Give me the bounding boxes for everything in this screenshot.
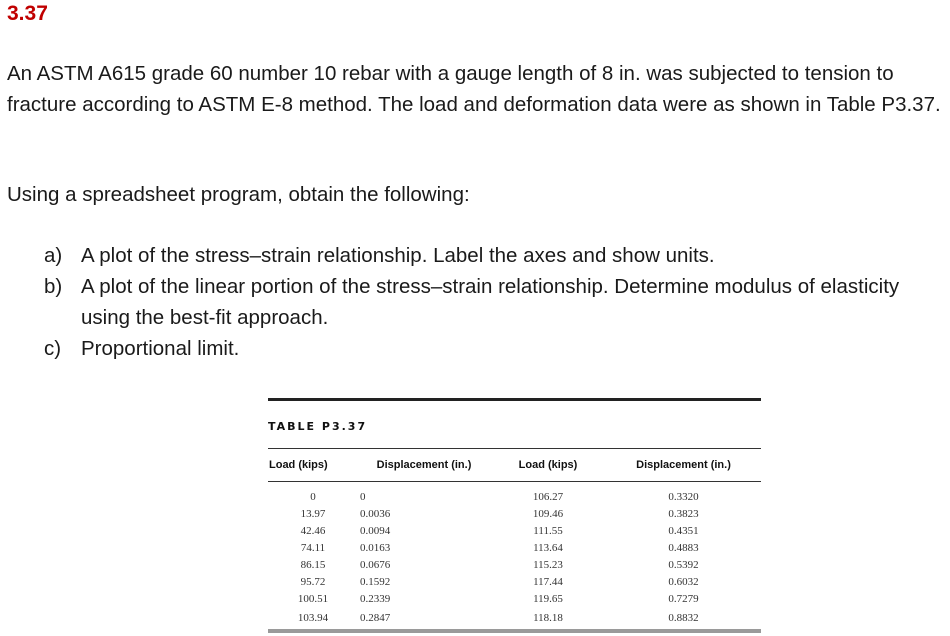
table-cell: 86.15 xyxy=(300,558,326,571)
table-row xyxy=(268,607,761,628)
table-cell: 0.4883 xyxy=(668,541,699,554)
table-cell: 0.3823 xyxy=(668,507,699,520)
table-row xyxy=(268,539,761,556)
table-cell: 0.6032 xyxy=(668,575,699,588)
table-row xyxy=(268,488,761,505)
table-cell: 106.27 xyxy=(532,490,564,503)
problem-number: 3.37 xyxy=(7,2,48,25)
table-row xyxy=(268,522,761,539)
table-row xyxy=(268,556,761,573)
table-cell: 0 xyxy=(360,490,366,503)
header-displacement-1: Displacement (in.) xyxy=(376,459,472,471)
table-cell: 119.65 xyxy=(533,592,563,605)
table-cell: 0.7279 xyxy=(668,592,699,605)
table-cell: 0.8832 xyxy=(668,611,699,624)
header-displacement-2: Displacement (in.) xyxy=(636,459,731,471)
table-cell: 74.11 xyxy=(300,541,326,554)
table-row xyxy=(268,505,761,522)
list-marker: b) xyxy=(44,275,63,298)
header-load-2: Load (kips) xyxy=(518,459,578,471)
table-cell: 117.44 xyxy=(533,575,563,588)
list-item-a xyxy=(44,240,944,271)
table-cell: 118.18 xyxy=(533,611,563,624)
table-body xyxy=(268,488,761,628)
table-cell: 0.0163 xyxy=(360,541,391,554)
data-table xyxy=(268,398,761,633)
table-cell: 0.4351 xyxy=(668,524,699,537)
list-item-text: Proportional limit. xyxy=(81,337,240,360)
header-load-1: Load (kips) xyxy=(269,459,328,471)
table-cell: 100.51 xyxy=(297,592,329,605)
list-item-text: A plot of the linear portion of the stress–strain relationship. Determine modulus of elasticity using the best-fit approach. xyxy=(81,275,900,329)
table-header xyxy=(268,449,761,481)
table-cell: 111.55 xyxy=(533,524,563,537)
table-bottom-rule xyxy=(268,629,761,633)
table-cell: 109.46 xyxy=(532,507,564,520)
table-cell: 0.0676 xyxy=(360,558,391,571)
table-row xyxy=(268,590,761,607)
table-caption: TABLE P3.37 xyxy=(268,420,368,433)
table-cell: 0.0094 xyxy=(360,524,391,537)
table-body-rule xyxy=(268,481,761,482)
table-cell: 0.2339 xyxy=(360,592,391,605)
list-item-c xyxy=(44,333,944,364)
table-row xyxy=(268,573,761,590)
list-item-text: A plot of the stress–strain relationship. Label the axes and show units. xyxy=(81,244,715,267)
table-cell: 0.5392 xyxy=(668,558,699,571)
table-top-rule xyxy=(268,398,761,401)
table-cell: 0 xyxy=(310,490,316,503)
table-cell: 0.1592 xyxy=(360,575,391,588)
table-cell: 113.64 xyxy=(533,541,563,554)
table-cell: 0.0036 xyxy=(360,507,391,520)
table-cell: 13.97 xyxy=(300,507,326,520)
table-cell: 115.23 xyxy=(533,558,563,571)
table-cell: 103.94 xyxy=(297,611,329,624)
list-marker: a) xyxy=(44,244,63,267)
list-marker: c) xyxy=(44,337,62,360)
table-cell: 0.2847 xyxy=(360,611,391,624)
table-cell: 42.46 xyxy=(300,524,326,537)
list-item-b xyxy=(44,271,944,333)
table-cell: 95.72 xyxy=(300,575,326,588)
task-list xyxy=(44,240,944,364)
instructions: Using a spreadsheet program, obtain the following: xyxy=(7,183,470,206)
table-cell: 0.3320 xyxy=(668,490,699,503)
problem-statement: An ASTM A615 grade 60 number 10 rebar with a gauge length of 8 in. was subjected to tension to fracture according to ASTM E-8 method. The load and deformation data were as shown in Table P3.37. xyxy=(7,62,941,116)
